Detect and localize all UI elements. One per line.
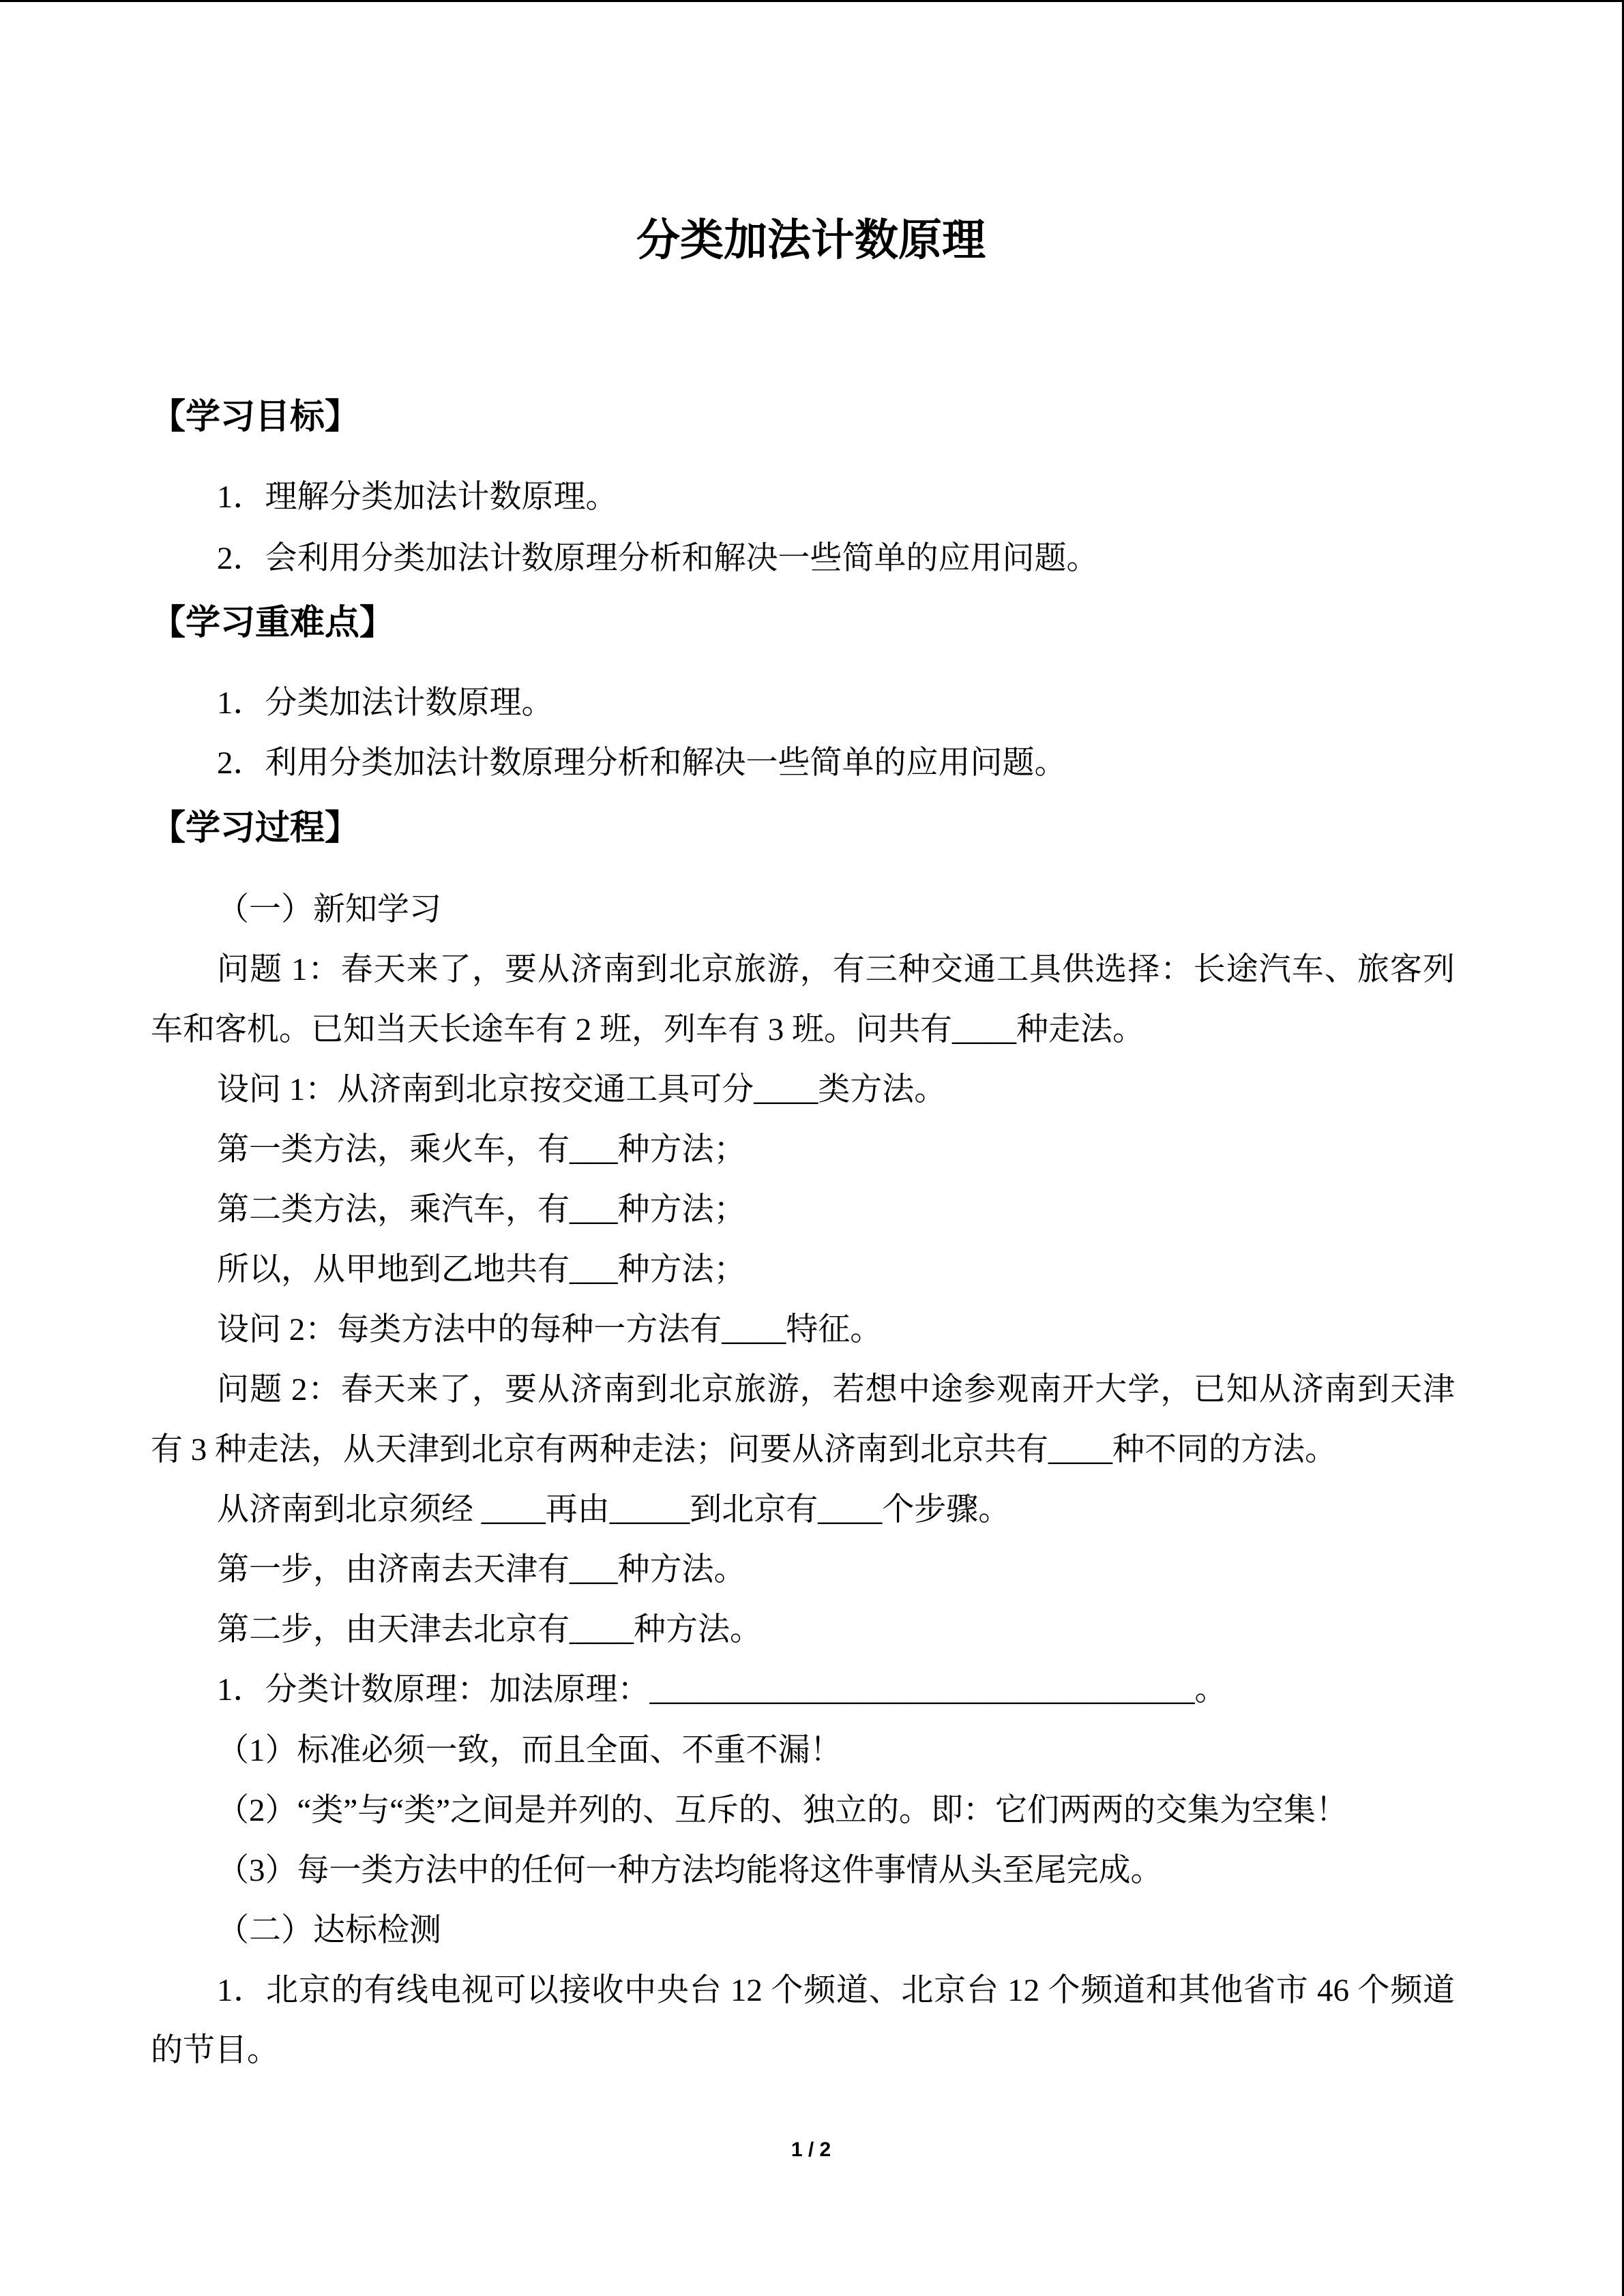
method-total-line: 所以，从甲地到乙地共有___种方法； — [217, 1252, 746, 1287]
exercise-1-line: 的节目。 — [151, 2033, 279, 2068]
section-heading-objectives: 【学习目标】 — [151, 397, 360, 436]
objective-item: 2．会利用分类加法计数原理分析和解决一些简单的应用问题。 — [217, 541, 1099, 576]
sub-question-2: 设问 2：每类方法中的每种一方法有____特征。 — [217, 1312, 883, 1347]
question-1-line: 车和客机。已知当天长途车有 2 班，列车有 3 班。问共有____种走法。 — [151, 1012, 1145, 1047]
principle-note: （3）每一类方法中的任何一种方法均能将这件事情从头至尾完成。 — [217, 1853, 1163, 1888]
section-heading-process: 【学习过程】 — [151, 808, 360, 847]
step-line: 第一步，由济南去天津有___种方法。 — [217, 1552, 746, 1587]
sub-question-1: 设问 1：从济南到北京按交通工具可分____类方法。 — [217, 1072, 947, 1107]
question-2-line: 有 3 种走法，从天津到北京有两种走法；问要从济南到北京共有____种不同的方法。 — [151, 1432, 1337, 1467]
section-heading-key-points: 【学习重难点】 — [151, 603, 395, 642]
method-line: 第一类方法，乘火车，有___种方法； — [217, 1132, 746, 1167]
method-line: 第二类方法，乘汽车，有___种方法； — [217, 1192, 746, 1227]
question-1-line: 问题 1：春天来了，要从济南到北京旅游，有三种交通工具供选择：长途汽车、旅客列 — [217, 952, 1455, 987]
question-2-line: 问题 2：春天来了，要从济南到北京旅游，若想中途参观南开大学，已知从济南到天津 — [217, 1372, 1455, 1407]
step-line: 第二步，由天津去北京有____种方法。 — [217, 1612, 762, 1648]
objective-item: 1．理解分类加法计数原理。 — [217, 479, 618, 515]
page-number: 1 / 2 — [791, 2138, 831, 2161]
key-point-item: 2．利用分类加法计数原理分析和解决一些简单的应用问题。 — [217, 745, 1067, 781]
exercise-1-line: 1．北京的有线电视可以接收中央台 12 个频道、北京台 12 个频道和其他省市 46 个频道 — [217, 1973, 1455, 2008]
addition-principle-line: 1．分类计数原理：加法原理：__________________________________。 — [217, 1672, 1227, 1708]
subsection-heading-new-knowledge: （一）新知学习 — [217, 892, 441, 927]
page-title: 分类加法计数原理 — [636, 216, 986, 265]
principle-note: （2）“类”与“类”之间是并列的、互斥的、独立的。即：它们两两的交集为空集！ — [217, 1793, 1348, 1828]
key-point-item: 1．分类加法计数原理。 — [217, 685, 554, 721]
subsection-heading-assessment: （二）达标检测 — [217, 1913, 441, 1948]
steps-line: 从济南到北京须经 ____再由_____到北京有____个步骤。 — [217, 1492, 1011, 1527]
principle-note: （1）标准必须一致，而且全面、不重不漏！ — [217, 1733, 842, 1768]
